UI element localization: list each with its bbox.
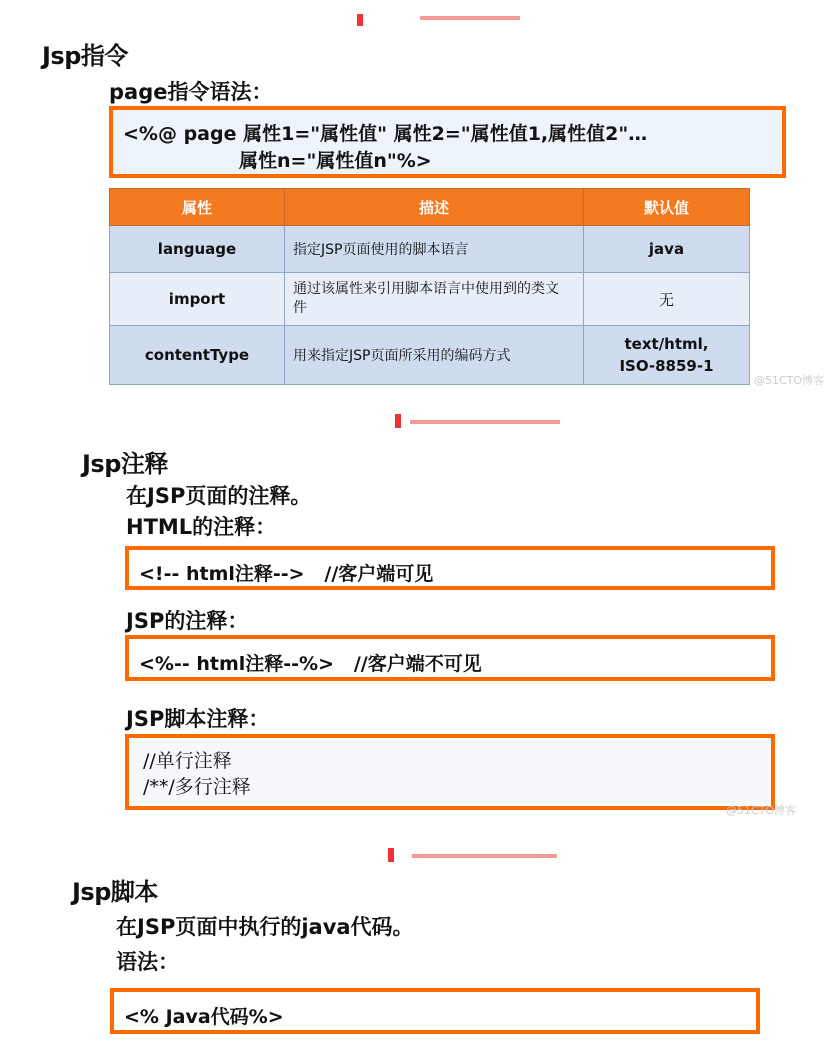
table-cell-desc: 通过该属性来引用脚本语言中使用到的类文件 [285,273,584,326]
jsp-comment-code: <%-- html注释--%> //客户端不可见 [139,653,482,675]
page-directive-table [109,188,750,385]
html-comment-box [125,546,775,590]
watermark: @51CTO博客 [754,374,825,387]
table-header-row [110,189,750,226]
directive-syntax-line2: 属性n="属性值n"%> [239,150,432,172]
table-cell-default: text/html, ISO-8859-1 [584,326,750,385]
script-comment-line1: //单行注释 [143,750,232,772]
table-row [110,273,750,326]
watermark: @51CTO博客 [726,804,797,817]
table-header: 描述 [285,189,584,226]
table-cell-default: 无 [584,273,750,326]
scriptlet-intro: 在JSP页面中执行的java代码。 [116,915,414,939]
bottom-red-mark-2 [412,854,557,858]
jsp-comment-label: JSP的注释： [126,609,249,633]
top-red-mark-2 [420,16,520,20]
directive-syntax-box [109,106,786,178]
scriptlet-syntax-label: 语法： [116,950,179,974]
bottom-red-mark [388,848,394,862]
comments-heading: Jsp注释 [82,450,168,478]
directive-heading: Jsp指令 [42,42,128,70]
table-cell-desc: 指定JSP页面使用的脚本语言 [285,226,584,273]
html-comment-label: HTML的注释： [126,515,277,539]
script-comment-line2: /**/多行注释 [143,776,251,798]
table-row [110,326,750,385]
table-cell-default: java [584,226,750,273]
table-cell-attr: language [110,226,285,273]
table-header: 默认值 [584,189,750,226]
script-comment-label: JSP脚本注释： [126,707,270,731]
table-cell-attr: import [110,273,285,326]
directive-syntax-line1: <%@ page 属性1="属性值" 属性2="属性值1,属性值2"… [123,123,648,145]
table-header: 属性 [110,189,285,226]
scriptlet-code-box [110,988,760,1034]
comments-intro: 在JSP页面的注释。 [126,484,312,508]
mid-red-mark [395,414,401,428]
jsp-comment-box [125,635,775,681]
table-cell-attr: contentType [110,326,285,385]
script-comment-box [125,734,775,810]
html-comment-code: <!-- html注释--> //客户端可见 [139,563,434,585]
mid-red-mark-2 [410,420,560,424]
top-red-mark [357,14,363,26]
directive-subheading: page指令语法： [109,80,273,104]
scriptlet-heading: Jsp脚本 [72,878,158,906]
table-row [110,226,750,273]
table-cell-desc: 用来指定JSP页面所采用的编码方式 [285,326,584,385]
scriptlet-code: <% Java代码%> [124,1006,284,1028]
